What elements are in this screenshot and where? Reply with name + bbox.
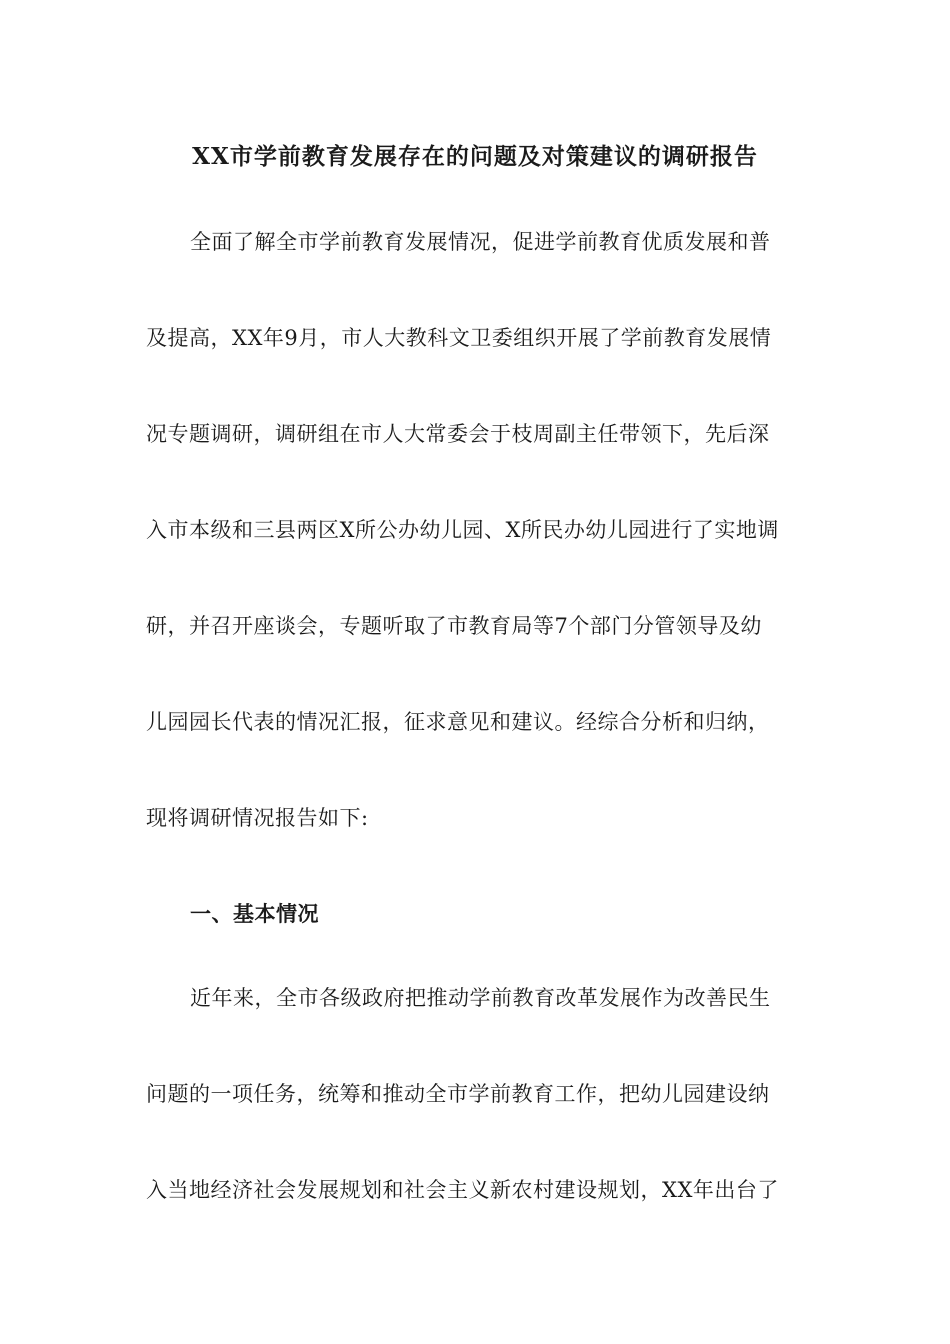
section-heading: 一、基本情况 xyxy=(190,901,319,926)
paragraph-line: 入市本级和三县两区X所公办幼儿园、X所民办幼儿园进行了实地调 xyxy=(146,518,779,542)
document-title: XX市学前教育发展存在的问题及对策建议的调研报告 xyxy=(192,143,758,170)
paragraph-line: 儿园园长代表的情况汇报，征求意见和建议。经综合分析和归纳， xyxy=(146,710,770,734)
paragraph-line: 现将调研情况报告如下: xyxy=(146,806,369,830)
paragraph-line: 全面了解全市学前教育发展情况，促进学前教育优质发展和普 xyxy=(190,230,771,254)
paragraph-line: 入当地经济社会发展规划和社会主义新农村建设规划，XX年出台了 xyxy=(146,1178,779,1202)
paragraph-line: 及提高，XX年9月，市人大教科文卫委组织开展了学前教育发展情 xyxy=(146,326,772,350)
paragraph-line: 研，并召开座谈会，专题听取了市教育局等7个部门分管领导及幼 xyxy=(146,614,762,638)
paragraph-line: 问题的一项任务，统筹和推动全市学前教育工作，把幼儿园建设纳 xyxy=(146,1082,770,1106)
paragraph-line: 况专题调研，调研组在市人大常委会于枝周副主任带领下，先后深 xyxy=(146,422,770,446)
paragraph-line: 近年来，全市各级政府把推动学前教育改革发展作为改善民生 xyxy=(190,986,771,1010)
